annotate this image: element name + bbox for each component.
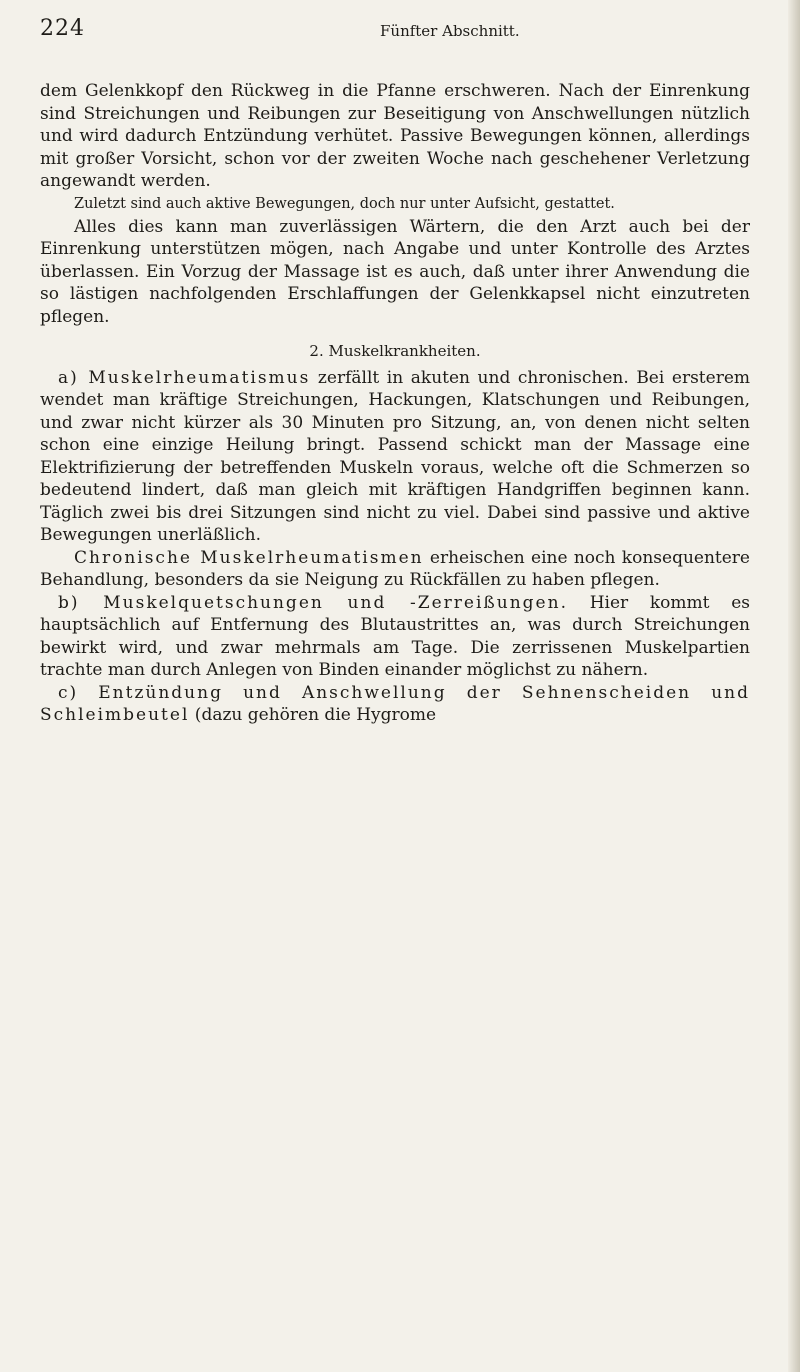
body-text <box>40 80 750 727</box>
chronic-label: Chronische Muskelrheumatismen <box>74 547 424 568</box>
item-b-label: b) Muskelquetschungen und -Zerreißungen. <box>58 592 568 613</box>
chronic-text: erheischen eine noch konsequentere Behandlung, besonders da sie Neigung zu Rückfällen zu haben pflegen. <box>40 547 750 590</box>
item-b <box>40 592 750 682</box>
paragraph-3: Alles dies kann man zuverlässigen Wärtern, die den Arzt auch bei der Einrenkung unterstützen mögen, nach Angabe und unter Kontrolle des Arztes überlassen. Ein Vorzug der Massage ist es auch, daß unter ihrer Anwendung die so lästigen nachfolgenden Erschlaffungen der Gelenkkapsel nicht einzutreten pflegen. <box>40 216 750 327</box>
running-head: Fünfter Abschnitt. <box>380 22 520 40</box>
item-a-label: a) Muskelrheumatismus <box>58 367 311 388</box>
item-a-text: zerfällt in akuten und chronischen. Bei ersterem wendet man kräftige Streichungen, Hackungen, Klatschungen und Reibungen, und zwar nicht kürzer als 30 Minuten pro Sitzung, an, von denen nicht selten schon eine einzige Heilung bringt. Passend schickt man der Massage eine Elektrifizierung der betreffenden Muskeln voraus, welche oft die Schmerzen so bedeutend lindert, daß man gleich mit kräftigen Handgriffen beginnen kann. Täglich zwei bis drei Sitzungen sind nicht zu viel. Dabei sind passive und aktive Bewegungen unerläßlich. <box>40 367 750 545</box>
paragraph-1: dem Gelenkkopf den Rückweg in die Pfanne erschweren. Nach der Einrenkung sind Streichungen und Reibungen zur Beseitigung von Anschwellungen nützlich und wird dadurch Entzündung verhütet. Passive Bewegungen können, allerdings mit großer Vorsicht, schon vor der zweiten Woche nach geschehener Verletzung angewandt werden. <box>40 81 750 191</box>
page-number: 224 <box>40 16 85 41</box>
item-c-label: c) Entzündung und Anschwellung der Sehnenscheiden und Schleimbeutel <box>40 682 750 725</box>
paragraph-small-note: Zuletzt sind auch aktive Bewegungen, doch nur unter Aufsicht, gestattet. <box>74 195 615 212</box>
item-c <box>40 682 750 727</box>
item-c-text: (dazu gehören die Hygrome <box>189 705 437 725</box>
page-edge <box>788 0 800 1372</box>
item-a-chronic <box>40 547 750 592</box>
page-header <box>40 12 750 52</box>
item-a <box>40 367 750 547</box>
section-heading: 2. Muskelkrankheiten. <box>309 342 481 360</box>
item-b-text: Hier kommt es hauptsächlich auf Entfernung des Blutaustrittes an, was durch Streichungen bewirkt wird, und zwar mehrmals am Tage. Die zerrissenen Muskelpartien trachte man durch Anlegen von Binden einander möglichst zu nähern. <box>40 592 750 680</box>
